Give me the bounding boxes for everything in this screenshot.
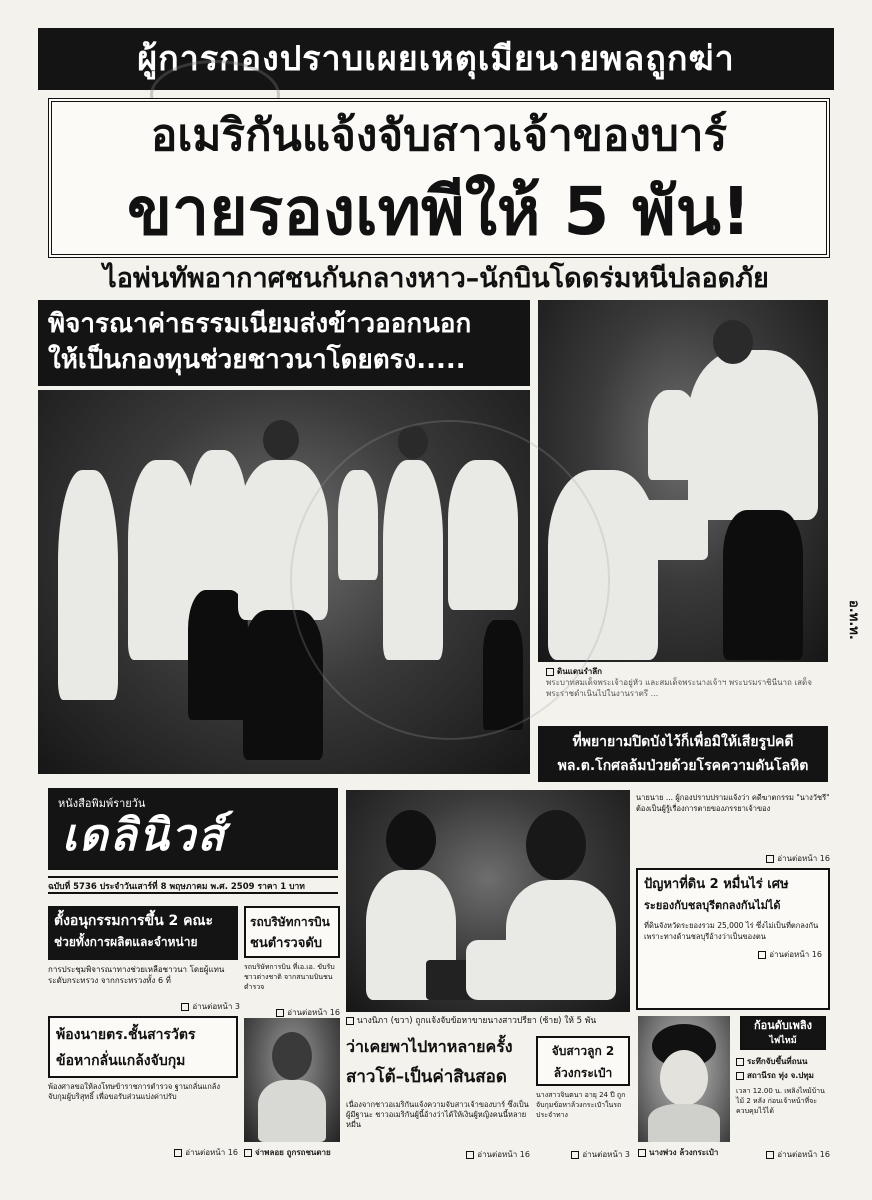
headline-box-line2: ขายรองเทพีให้ 5 พัน! <box>126 173 752 250</box>
story5-more[interactable]: อ่านต่อหน้า 3 <box>536 1148 630 1160</box>
story1-body: การประชุมพิจารณาทางช่วยเหลือชาวนา โดยผู้แทนระดับกระทรวง จากกระทรวงทั้ง 6 ที่ <box>48 965 225 985</box>
story4-headline-line2: ข้อหากลั่นแกล้งจับกุม <box>56 1053 186 1069</box>
watermark-seal <box>290 420 610 740</box>
right-photo-caption <box>538 664 828 720</box>
fire-title-main: ก้อนดับเพลิง <box>753 1019 813 1032</box>
health-black-box-line2: พล.ต.โกศลล้มป่วยด้วยโรคความดันโลหิต <box>557 758 809 774</box>
fire-box <box>736 1016 830 1162</box>
left-black-heading <box>38 300 530 386</box>
story2-headline <box>244 906 340 958</box>
fire-title <box>740 1016 826 1050</box>
story2-headline-line1: รถบริษัทการบิน <box>250 915 330 929</box>
story2-headline-line2: ชนตำรวจดับ <box>250 936 323 951</box>
left-black-heading-line1: พิจารณาค่าธรรมเนียมส่งข้าวออกนอก <box>48 309 472 339</box>
masthead-title: เดลินิวส์ <box>62 810 227 861</box>
story3-headline-line2: สาวโต้–เป็นค่าสินสอด <box>346 1067 507 1087</box>
health-black-box <box>538 726 828 782</box>
story3-body: เนื่องจากชาวอเมริกันแจ้งความจับสาวเจ้าของบาร์ ซึ่งเป็นผู้มีฐานะ ชาวอเมริกันผู้นี้อ้างว่าได้ให้เงินผู้หญิงคนนี้หลายหมื่น <box>346 1100 529 1129</box>
land-dispute-box <box>636 868 830 1010</box>
pickpocket-woman-photo <box>638 1016 730 1142</box>
story5-headline-line1: จับสาวลูก 2 <box>551 1044 615 1058</box>
story4-headline <box>48 1016 238 1078</box>
story4-body: พ้องศาลขอให้ลงโทษข้าราชการตำรวจ ฐานกลั่นแกล้งจับกุมผู้บริสุทธิ์ เพื่อขอรับส่วนแบ่งค่าปรับ <box>48 1082 221 1101</box>
story7-body: ที่ดินจังหวัดระยองรวม 25,000 ไร่ ซึ่งไม่เป็นที่ตกลงกัน เพราะทางด้านชลบุรีอ้างว่าเป็นของตน <box>644 921 819 941</box>
story6-more[interactable]: อ่านต่อหน้า 16 <box>720 852 830 864</box>
masthead <box>48 788 338 870</box>
fire-more[interactable]: อ่านต่อหน้า 16 <box>736 1148 830 1160</box>
fire-body: เวลา 12.00 น. เพลิงไหม้บ้านไม้ 2 หลัง ก่อนเจ้าหน้าที่จะควบคุมไว้ได้ <box>736 1087 825 1115</box>
masthead-small: หนังสือพิมพ์รายวัน <box>58 797 146 810</box>
story5-headline <box>536 1036 630 1086</box>
story5-body: นางสาวจินตนา อายุ 24 ปี ถูกจับกุมข้อหาล้วงกระเป๋าในรถประจำทาง <box>536 1091 626 1119</box>
woman-caption: นางพ่วง ล้วงกระเป๋า <box>638 1146 734 1158</box>
fire-item1: ระทึกจับขึ้นที่ถนน <box>736 1056 830 1067</box>
story7-more[interactable]: อ่านต่อหน้า 16 <box>644 948 822 961</box>
story1-headline-line1: ตั้งอนุกรรมการขึ้น 2 คณะ <box>54 913 214 929</box>
side-credit: อ.ท.ท. <box>846 600 861 640</box>
headline-top: ผู้การกองปราบเผยเหตุเมียนายพลถูกฆ่า <box>38 28 834 90</box>
issue-line: ฉบับที่ 5736 ประจำวันเสาร์ที่ 8 พฤษภาคม พ.ศ. 2509 ราคา 1 บาท <box>48 876 338 894</box>
headline-box <box>48 98 830 258</box>
fire-title-sub: ไฟไหม้ <box>769 1036 797 1046</box>
portrait-caption: จ่าพลอย ถูกรถชนตาย <box>244 1146 340 1158</box>
left-black-heading-line2: ให้เป็นกองทุนช่วยชาวนาโดยตรง..... <box>48 345 466 375</box>
bar-owner-photo <box>346 790 630 1012</box>
story7-subtitle: ระยองกับชลบุรีตกลงกันไม่ได้ <box>644 899 781 912</box>
fire-item2: สถานีรถ ทุ่ง จ.ปทุม <box>736 1070 830 1081</box>
right-photo-caption-title: ดินแดนรำลึก <box>546 666 820 677</box>
story4-more[interactable]: อ่านต่อหน้า 16 <box>130 1146 238 1158</box>
story5-headline-line2: ล้วงกระเป๋า <box>553 1066 613 1080</box>
story4-headline-line1: พ้องนายตร.ชั้นสารวัตร <box>56 1027 196 1043</box>
story7-headline: ปัญหาที่ดิน 2 หมื่นไร่ เศษ <box>644 877 789 892</box>
subhead: ไอพ่นทัพอากาศชนกันกลางหาว–นักบินโดดร่มหนีปลอดภัย <box>103 263 769 294</box>
center-photo-caption: นางนิภา (ขวา) ถูกแจ้งจับข้อหาขายนางสาวปรียา (ซ้าย) ให้ 5 พัน <box>346 1016 630 1030</box>
policeman-portrait <box>244 1018 340 1142</box>
story3-headline <box>346 1032 530 1096</box>
story2-body: รถบริษัทการบิน ที่เอ.เอ. ขับรับชาวต่างชาติ จากสนามบินชนตำรวจ <box>244 963 335 991</box>
story6-body: นายนาย ... ผู้กองปราบปรามแจ้งว่า คดีฆาตกรรม "นางวัชรี" ต้องเป็นผู้รู้เรื่องการตายของภรรยาเจ้าของ <box>636 793 830 813</box>
story3-more[interactable]: อ่านต่อหน้า 16 <box>430 1148 530 1160</box>
story1-headline-line2: ช่วยทั้งการผลิตและจำหน่าย <box>54 935 198 949</box>
story3-headline-line1: ว่าเคยพาไปหาหลายครั้ง <box>346 1037 513 1056</box>
health-black-box-line1: ที่พยายามปิดบังไว้ก็เพื่อมิให้เสียรูปคดี <box>572 734 794 750</box>
right-photo-caption-body: พระบาทสมเด็จพระเจ้าอยู่หัว และสมเด็จพระนางเจ้าฯ พระบรมราชินีนาถ เสด็จพระราชดำเนินไปในงานราตรี ... <box>546 678 812 698</box>
headline-box-line1: อเมริกันแจ้งจับสาวเจ้าของบาร์ <box>150 110 728 161</box>
story2-more[interactable]: อ่านต่อหน้า 16 <box>244 1006 340 1018</box>
story1-more[interactable]: อ่านต่อหน้า 3 <box>150 1000 240 1012</box>
story1-headline <box>48 906 238 960</box>
